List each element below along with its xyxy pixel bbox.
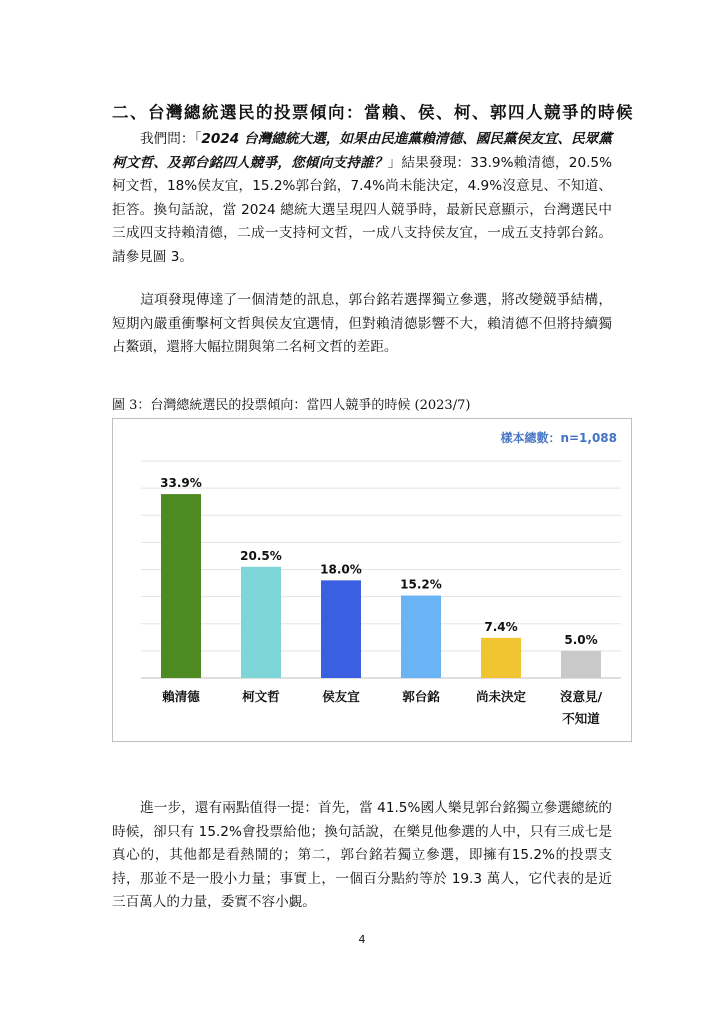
- category-label: 不知道: [562, 711, 600, 726]
- data-label: 33.9%: [160, 476, 202, 491]
- category-label: 尚未決定: [475, 689, 527, 704]
- category-label: 郭台銘: [402, 689, 440, 704]
- bar: [561, 651, 601, 678]
- bar: [241, 567, 281, 678]
- paragraph-3: [112, 797, 612, 915]
- data-label: 5.0%: [564, 632, 598, 647]
- data-label: 18.0%: [320, 562, 362, 577]
- survey-question: 2024 台灣總統大選，如果由民進黨賴清德、國民黨侯友宜、民眾黨柯文哲、及郭台銘四人競爭，您傾向支持誰？: [112, 131, 612, 171]
- paragraph-2-body: 這項發現傳達了一個清楚的訊息，郭台銘若選擇獨立參選，將改變競爭結構，短期內嚴重衝擊柯文哲與侯友宜選情，但對賴清德影響不大，賴清德不但將持續獨占鰲頭，還將大幅拉開與第二名柯文哲的差距。: [112, 292, 612, 355]
- bar: [481, 638, 521, 678]
- data-label: 20.5%: [240, 548, 282, 563]
- category-label: 沒意見/: [559, 689, 603, 704]
- bar: [321, 580, 361, 678]
- section-title: 二、台灣總統選民的投票傾向：當賴、侯、柯、郭四人競爭的時候: [112, 103, 634, 122]
- category-label: 侯友宜: [322, 689, 360, 704]
- paragraph-3-body: 進一步，還有兩點值得一提：首先，當 41.5%國人樂見郭台銘獨立參選總統的時候，卻只有 15.2%會投票給他；換句話說，在樂見他參選的人中，只有三成七是真心的，其他都是看熱鬧的；第二，郭台銘若獨立參選，即擁有15.2%的投票支持，那並不是一股小力量；事實上，一個百分點約等於 19.3 萬人，它代表的是近三百萬人的力量，委實不容小覷。: [112, 800, 612, 910]
- bar: [161, 494, 201, 678]
- bar-chart: [113, 419, 631, 741]
- paragraph-1-body: 」結果發現：33.9%賴清德，20.5%柯文哲，18%侯友宜，15.2%郭台銘，7.4%尚未能決定，4.9%沒意見、不知道、拒答。換句話說，當 2024 總統大選呈現四人競爭時，最新民意顯示，台灣選民中三成四支持賴清德，二成一支持柯文哲，一成八支持侯友宜，一成五支持郭台銘。請參見圖 3。: [112, 154, 612, 265]
- sample-size-label: 樣本總數：n=1,088: [500, 431, 617, 445]
- paragraph-1-pre: 我們問：「: [140, 131, 202, 147]
- paragraph-1: [112, 128, 612, 269]
- bar: [401, 596, 441, 678]
- data-label: 15.2%: [400, 577, 442, 592]
- category-label: 柯文哲: [242, 689, 280, 704]
- paragraph-2: [112, 289, 612, 360]
- page-number: 4: [358, 933, 366, 946]
- figure-caption: 圖 3：台灣總統選民的投票傾向：當四人競爭的時候 (2023/7): [112, 398, 471, 413]
- chart-frame: [112, 418, 632, 742]
- category-label: 賴清德: [162, 689, 200, 704]
- data-label: 7.4%: [484, 619, 518, 634]
